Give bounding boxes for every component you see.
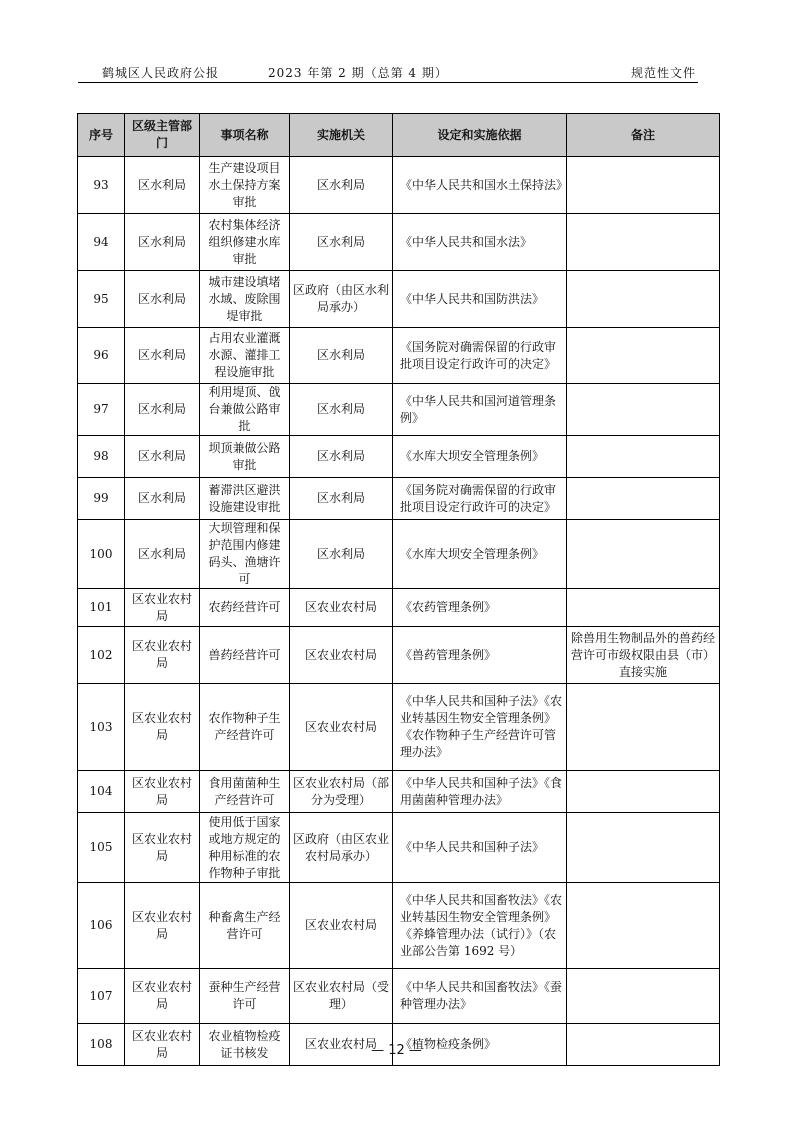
row-basis: 《植物检疫条例》 — [393, 1024, 567, 1066]
row-number: 96 — [78, 328, 125, 384]
row-agency: 区农业农村局 — [290, 589, 393, 627]
row-dept: 区水利局 — [125, 436, 200, 478]
row-remark — [567, 214, 720, 271]
table-row — [78, 771, 720, 813]
row-basis: 《中华人民共和国水法》 — [393, 214, 567, 271]
row-number: 105 — [78, 813, 125, 883]
column-header-remark: 备注 — [567, 114, 720, 157]
row-remark — [567, 771, 720, 813]
row-dept: 区农业农村局 — [125, 813, 200, 883]
column-header-dept: 区级主管部门 — [125, 114, 200, 157]
row-agency: 区水利局 — [290, 520, 393, 589]
row-item-name: 城市建设填堵水域、废除围堤审批 — [200, 271, 290, 328]
row-remark — [567, 157, 720, 214]
row-item-name: 蓄滞洪区避洪设施建设审批 — [200, 478, 290, 520]
issue-label: 2023 年第 2 期（总第 4 期） — [268, 66, 448, 80]
row-number: 103 — [78, 684, 125, 771]
row-remark — [567, 478, 720, 520]
row-number: 95 — [78, 271, 125, 328]
row-basis: 《水库大坝安全管理条例》 — [393, 520, 567, 589]
row-remark — [567, 684, 720, 771]
row-item-name: 食用菌菌种生产经营许可 — [200, 771, 290, 813]
row-dept: 区农业农村局 — [125, 1024, 200, 1066]
row-agency: 区水利局 — [290, 157, 393, 214]
permit-items-table — [77, 113, 720, 1066]
page-number: — 12 — — [371, 1043, 422, 1058]
row-basis: 《水库大坝安全管理条例》 — [393, 436, 567, 478]
row-agency: 区农业农村局 — [290, 627, 393, 684]
table-row — [78, 684, 720, 771]
row-basis: 《中华人民共和国种子法》《农业转基因生物安全管理条例》《农作物种子生产经营许可管理办法》 — [393, 684, 567, 771]
row-basis: 《中华人民共和国畜牧法》《农业转基因生物安全管理条例》《养蜂管理办法（试行）》（农业部公告第 1692 号） — [393, 883, 567, 969]
row-basis: 《兽药管理条例》 — [393, 627, 567, 684]
row-item-name: 种畜禽生产经营许可 — [200, 883, 290, 969]
row-dept: 区水利局 — [125, 328, 200, 384]
row-dept: 区农业农村局 — [125, 627, 200, 684]
table-row — [78, 384, 720, 436]
row-dept: 区农业农村局 — [125, 969, 200, 1024]
table-row — [78, 328, 720, 384]
row-item-name: 农业植物检疫证书核发 — [200, 1024, 290, 1066]
table-row — [78, 157, 720, 214]
row-dept: 区水利局 — [125, 520, 200, 589]
column-header-basis: 设定和实施依据 — [393, 114, 567, 157]
row-item-name: 利用堤顶、戗台兼做公路审批 — [200, 384, 290, 436]
row-basis: 《中华人民共和国河道管理条例》 — [393, 384, 567, 436]
row-agency: 区农业农村局 — [290, 1024, 393, 1066]
column-header-agency: 实施机关 — [290, 114, 393, 157]
row-number: 97 — [78, 384, 125, 436]
row-item-name: 使用低于国家或地方规定的种用标准的农作物种子审批 — [200, 813, 290, 883]
row-agency: 区农业农村局（部分为受理） — [290, 771, 393, 813]
row-agency: 区水利局 — [290, 436, 393, 478]
row-agency: 区政府（由区水利局承办） — [290, 271, 393, 328]
row-agency: 区农业农村局 — [290, 684, 393, 771]
row-basis: 《中华人民共和国畜牧法》《蚕种管理办法》 — [393, 969, 567, 1024]
row-number: 101 — [78, 589, 125, 627]
row-dept: 区水利局 — [125, 478, 200, 520]
row-remark — [567, 271, 720, 328]
column-header-name: 事项名称 — [200, 114, 290, 157]
row-number: 104 — [78, 771, 125, 813]
table-row — [78, 478, 720, 520]
row-remark — [567, 883, 720, 969]
row-dept: 区水利局 — [125, 384, 200, 436]
row-remark — [567, 520, 720, 589]
row-basis: 《中华人民共和国防洪法》 — [393, 271, 567, 328]
row-item-name: 农药经营许可 — [200, 589, 290, 627]
row-basis: 《中华人民共和国水土保持法》 — [393, 157, 567, 214]
row-dept: 区水利局 — [125, 271, 200, 328]
row-agency: 区农业农村局 — [290, 883, 393, 969]
row-item-name: 蚕种生产经营许可 — [200, 969, 290, 1024]
table-row — [78, 813, 720, 883]
row-number: 100 — [78, 520, 125, 589]
row-agency: 区水利局 — [290, 478, 393, 520]
row-dept: 区农业农村局 — [125, 589, 200, 627]
row-number: 108 — [78, 1024, 125, 1066]
row-basis: 《国务院对确需保留的行政审批项目设定行政许可的决定》 — [393, 328, 567, 384]
row-number: 106 — [78, 883, 125, 969]
row-remark — [567, 969, 720, 1024]
row-number: 94 — [78, 214, 125, 271]
row-basis: 《中华人民共和国种子法》 — [393, 813, 567, 883]
row-number: 102 — [78, 627, 125, 684]
row-dept: 区水利局 — [125, 214, 200, 271]
row-remark: 除兽用生物制品外的兽药经营许可市级权限由县（市）直接实施 — [567, 627, 720, 684]
row-item-name: 农作物种子生产经营许可 — [200, 684, 290, 771]
row-basis: 《国务院对确需保留的行政审批项目设定行政许可的决定》 — [393, 478, 567, 520]
row-agency: 区水利局 — [290, 214, 393, 271]
row-remark — [567, 589, 720, 627]
row-remark — [567, 813, 720, 883]
row-dept: 区农业农村局 — [125, 684, 200, 771]
row-item-name: 占用农业灌溉水源、灌排工程设施审批 — [200, 328, 290, 384]
row-remark — [567, 384, 720, 436]
document-category: 规范性文件 — [630, 66, 696, 80]
row-agency: 区农业农村局（受理） — [290, 969, 393, 1024]
header-rule — [78, 82, 698, 83]
table-row — [78, 520, 720, 589]
table-row — [78, 214, 720, 271]
row-agency: 区水利局 — [290, 384, 393, 436]
row-number: 98 — [78, 436, 125, 478]
table-row — [78, 436, 720, 478]
row-agency: 区政府（由区农业农村局承办） — [290, 813, 393, 883]
table-row — [78, 271, 720, 328]
row-number: 99 — [78, 478, 125, 520]
row-item-name: 农村集体经济组织修建水库审批 — [200, 214, 290, 271]
table-row — [78, 627, 720, 684]
row-dept: 区农业农村局 — [125, 883, 200, 969]
table-row — [78, 589, 720, 627]
row-remark — [567, 328, 720, 384]
row-agency: 区水利局 — [290, 328, 393, 384]
row-item-name: 生产建设项目水土保持方案审批 — [200, 157, 290, 214]
table-row — [78, 969, 720, 1024]
row-item-name: 大坝管理和保护范围内修建码头、渔塘许可 — [200, 520, 290, 589]
row-basis: 《农药管理条例》 — [393, 589, 567, 627]
row-item-name: 兽药经营许可 — [200, 627, 290, 684]
row-basis: 《中华人民共和国种子法》《食用菌菌种管理办法》 — [393, 771, 567, 813]
row-number: 107 — [78, 969, 125, 1024]
row-dept: 区农业农村局 — [125, 771, 200, 813]
page-header — [78, 62, 698, 82]
table-row — [78, 883, 720, 969]
row-item-name: 坝顶兼做公路审批 — [200, 436, 290, 478]
row-number: 93 — [78, 157, 125, 214]
row-dept: 区水利局 — [125, 157, 200, 214]
table-header-row — [78, 114, 720, 157]
column-header-no: 序号 — [78, 114, 125, 157]
row-remark — [567, 436, 720, 478]
publication-title: 鹤城区人民政府公报 — [102, 66, 220, 80]
